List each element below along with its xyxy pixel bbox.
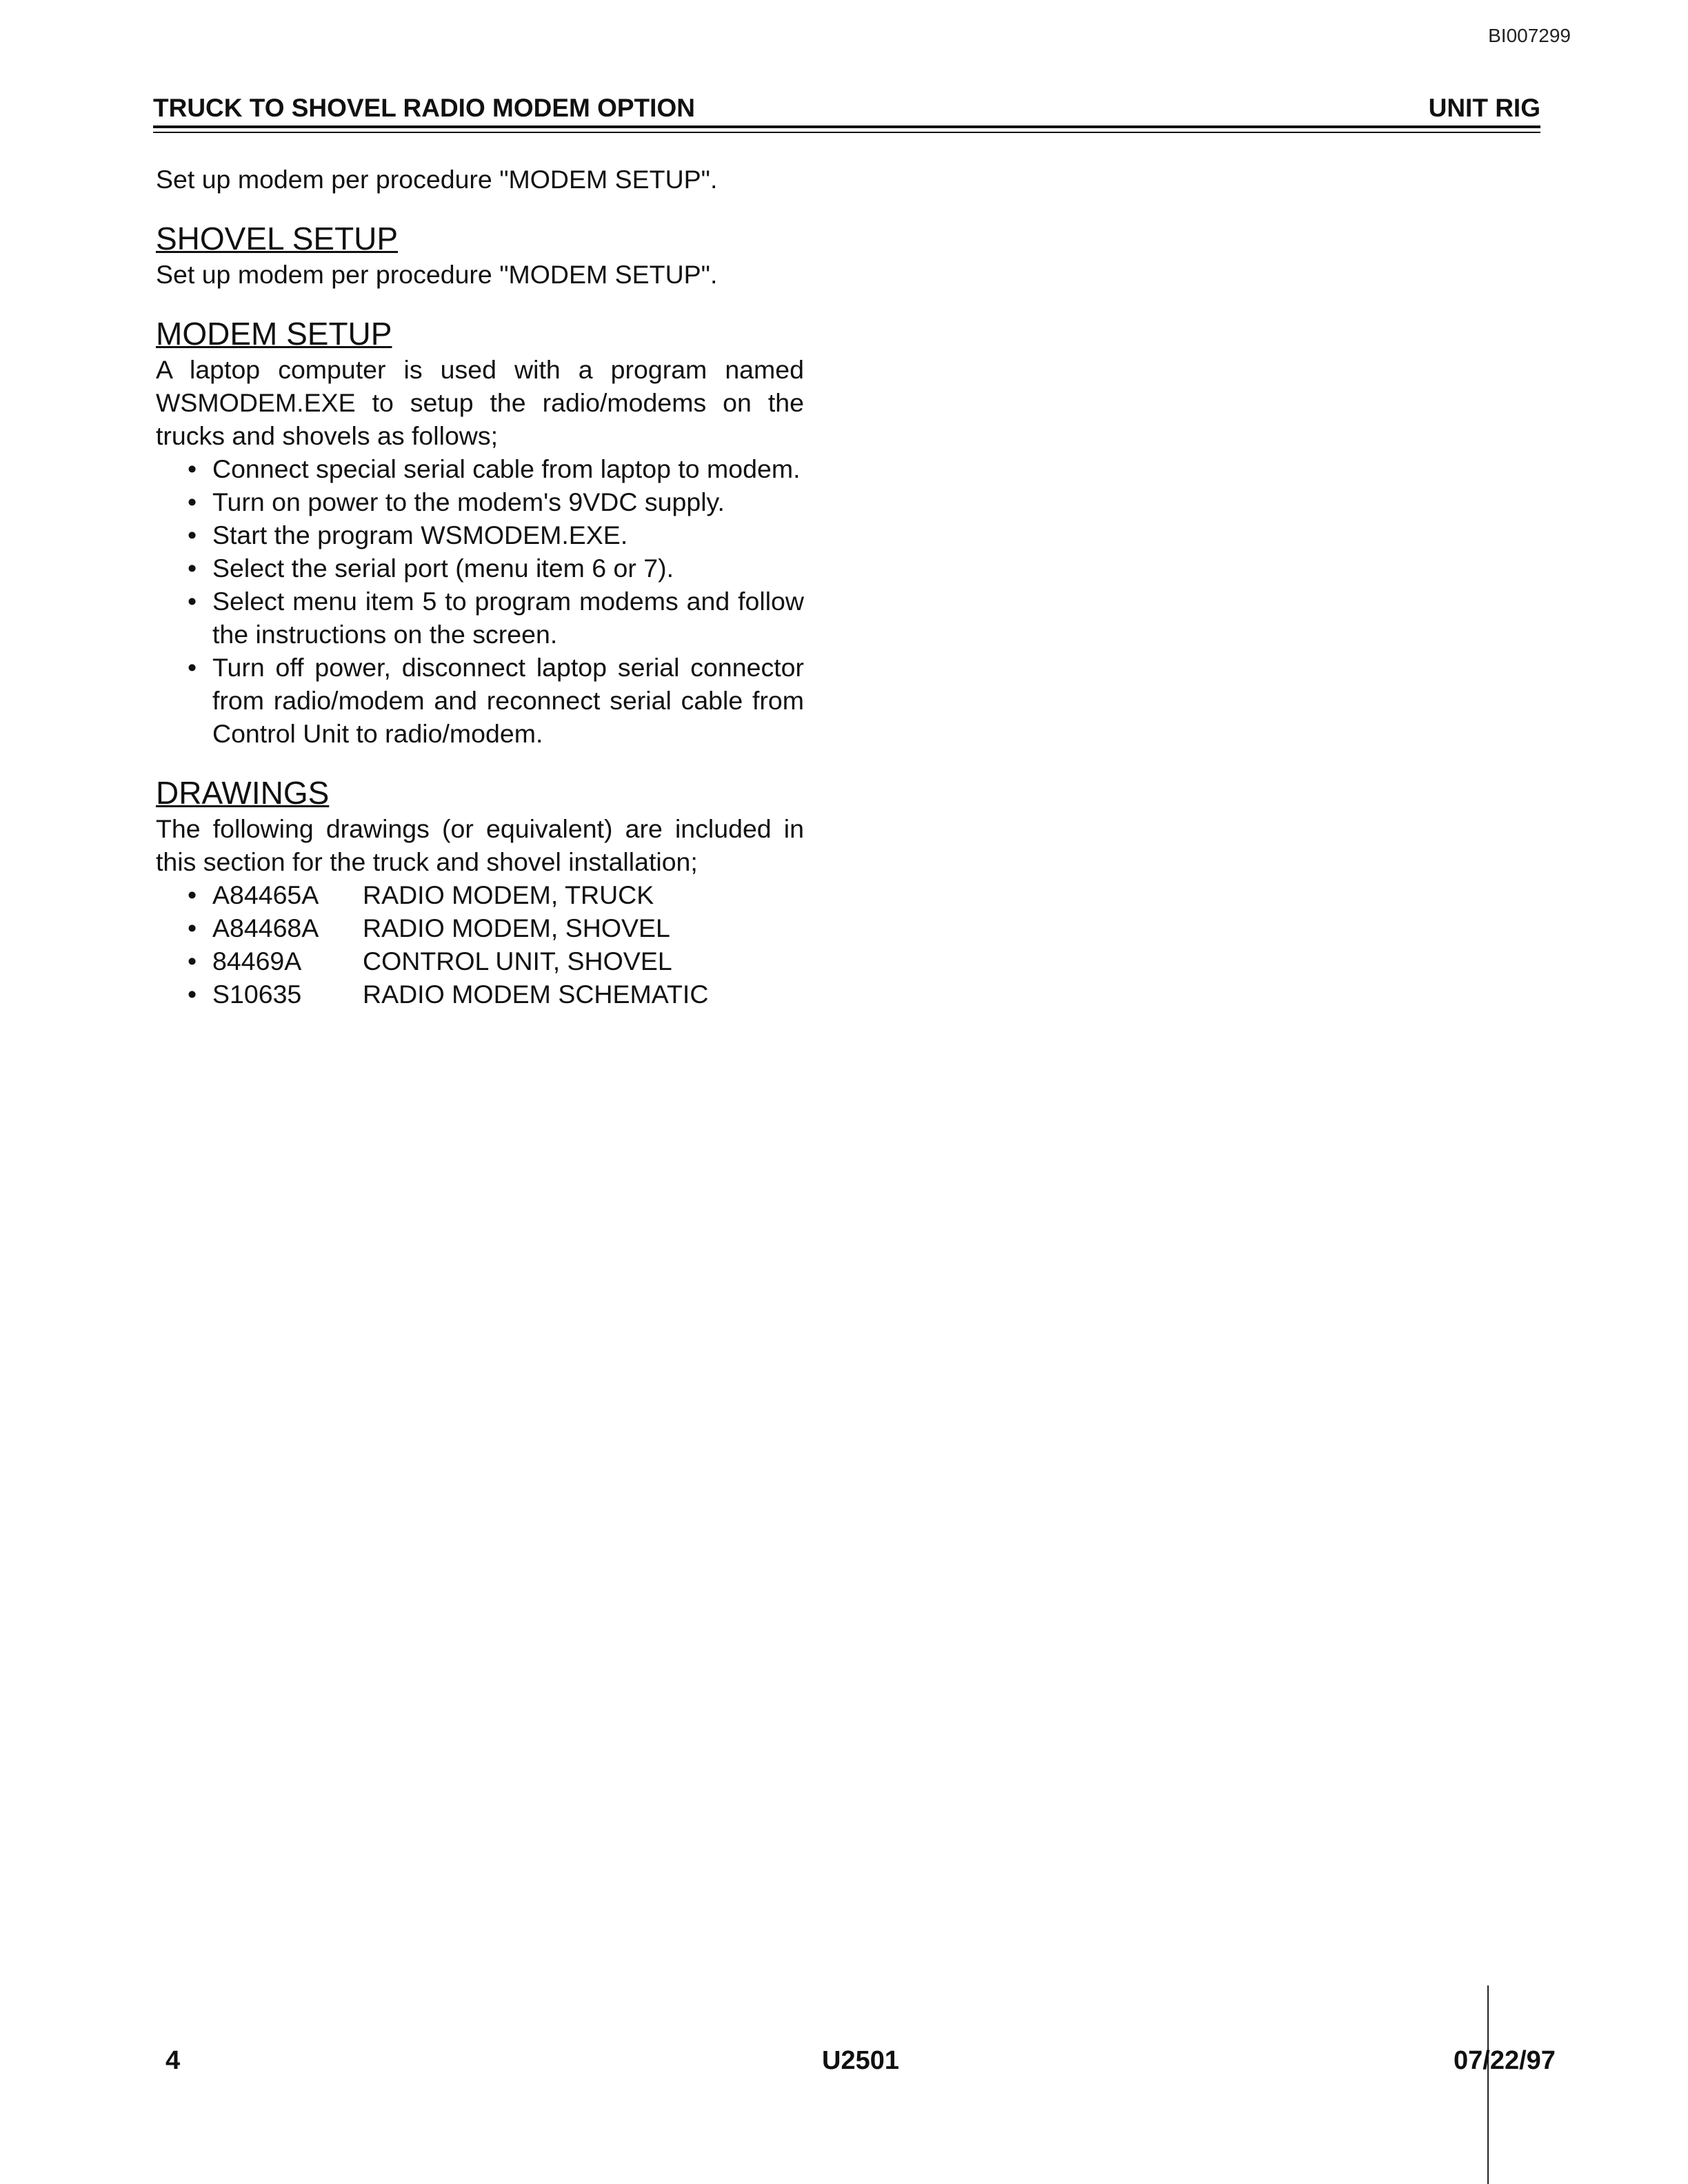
header-title: TRUCK TO SHOVEL RADIO MODEM OPTION bbox=[153, 94, 695, 122]
document-code: U2501 bbox=[822, 2046, 899, 2075]
document-id: BI007299 bbox=[1488, 25, 1571, 46]
shovel-setup-text: Set up modem per procedure "MODEM SETUP". bbox=[156, 260, 718, 289]
document-date: 07/22/97 bbox=[1454, 2046, 1556, 2075]
modem-setup-text: A laptop computer is used with a program named WSMODEM.EXE to setup the radio/modems on the trucks and shovels as follows; bbox=[156, 355, 804, 450]
drawing-number: S10635 bbox=[212, 980, 302, 1009]
drawing-description: RADIO MODEM SCHEMATIC bbox=[363, 980, 709, 1009]
list-item: • Connect special serial cable from laptop to modem. bbox=[188, 452, 804, 485]
list-item bbox=[188, 911, 804, 944]
drawings-heading: DRAWINGS bbox=[156, 775, 330, 811]
list-item: • Turn off power, disconnect laptop serial connector from radio/modem and reconnect serial cable from Control Unit to radio/modem. bbox=[188, 651, 804, 750]
modem-setup-steps bbox=[156, 452, 804, 750]
drawing-number: A84468A bbox=[212, 913, 319, 942]
drawing-description: RADIO MODEM, TRUCK bbox=[363, 880, 654, 909]
list-item: • Select menu item 5 to program modems and follow the instructions on the screen. bbox=[188, 585, 804, 651]
page-number: 4 bbox=[165, 2046, 181, 2075]
revision-bar bbox=[1487, 1985, 1489, 2184]
drawings-list bbox=[156, 878, 804, 1011]
header-rule-thin bbox=[153, 132, 1540, 133]
header-rule-thick bbox=[153, 125, 1540, 128]
shovel-setup-heading: SHOVEL SETUP bbox=[156, 221, 399, 256]
drawing-description: CONTROL UNIT, SHOVEL bbox=[363, 947, 672, 975]
list-item bbox=[188, 878, 804, 911]
list-item: • Start the program WSMODEM.EXE. bbox=[188, 518, 804, 552]
drawing-description: RADIO MODEM, SHOVEL bbox=[363, 913, 670, 942]
header-brand: UNIT RIG bbox=[1428, 94, 1540, 122]
list-item: • Turn on power to the modem's 9VDC supply. bbox=[188, 485, 804, 518]
list-item bbox=[188, 944, 804, 978]
page-content bbox=[156, 163, 804, 1011]
list-item: • Select the serial port (menu item 6 or 7). bbox=[188, 552, 804, 585]
intro-text: Set up modem per procedure "MODEM SETUP". bbox=[156, 165, 718, 194]
drawings-text: The following drawings (or equivalent) are included in this section for the truck and shovel installation; bbox=[156, 814, 804, 876]
modem-setup-heading: MODEM SETUP bbox=[156, 316, 392, 352]
drawing-number: 84469A bbox=[212, 947, 302, 975]
drawing-number: A84465A bbox=[212, 880, 319, 909]
list-item bbox=[188, 978, 804, 1011]
